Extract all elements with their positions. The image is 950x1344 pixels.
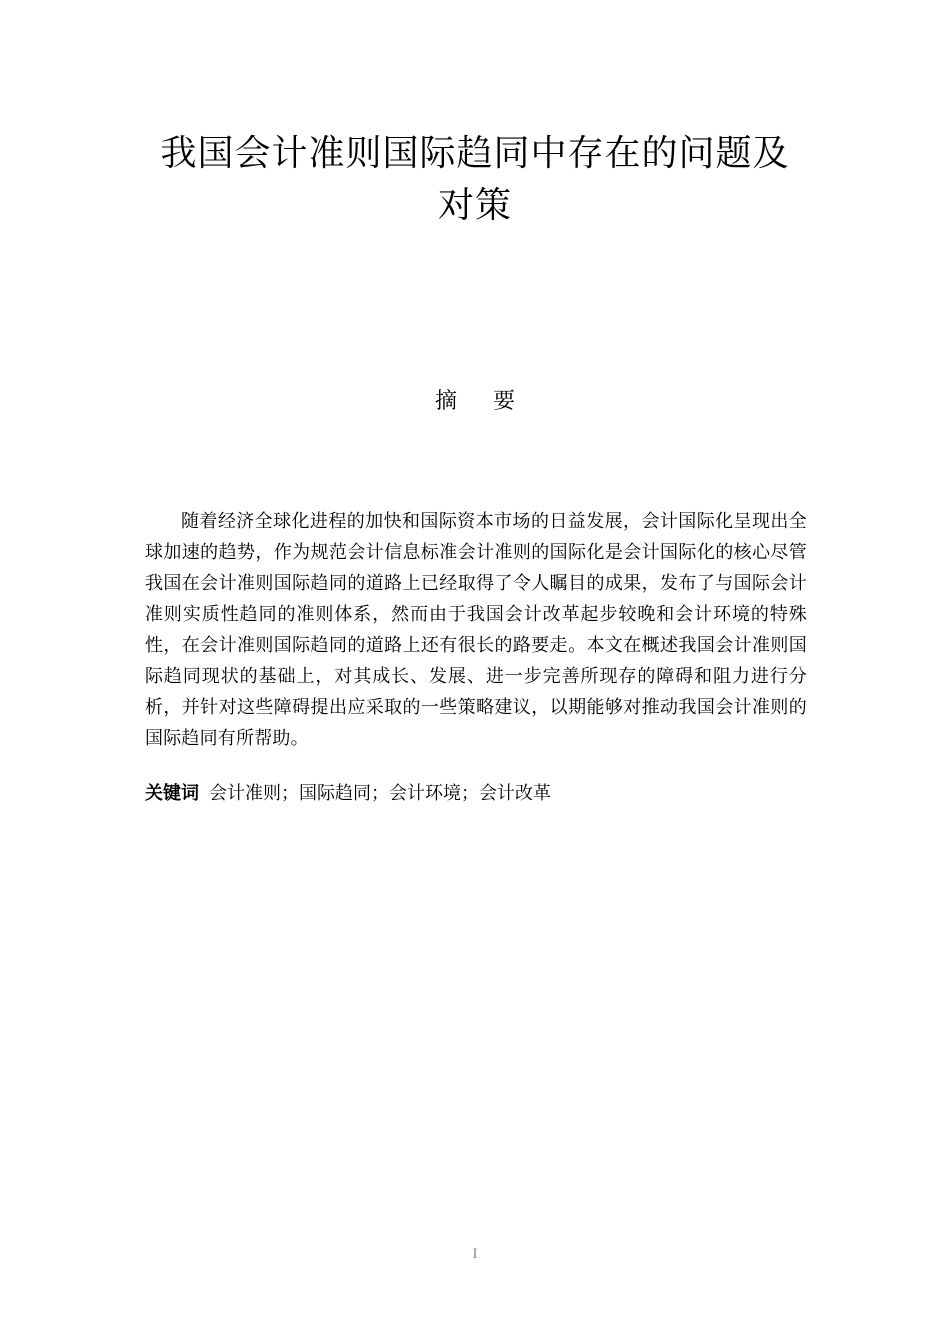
keywords-label: 关键词 [145,783,199,804]
page-number: I [472,1246,478,1262]
abstract-heading [0,386,950,418]
keywords-line [145,778,807,809]
paper-title-line-2: 对策 [437,185,512,226]
keywords-text: 会计准则；国际趋同；会计环境；会计改革 [209,783,551,804]
paper-title [120,128,830,232]
paper-title-line-1: 我国会计准则国际趋同中存在的问题及 [160,133,790,174]
abstract-heading-char-2: 要 [493,389,516,414]
abstract-body: 随着经济全球化进程的加快和国际资本市场的日益发展，会计国际化呈现出全球加速的趋势，作为规范会计信息标准会计准则的国际化是会计国际化的核心尽管我国在会计准则国际趋同的道路上已经取得了令人瞩目的成果，发布了与国际会计准则实质性趋同的准则体系，然而由于我国会计改革起步较晚和会计环境的特殊性，在会计准则国际趋同的道路上还有很长的路要走。本文在概述我国会计准则国际趋同现状的基础上，对其成长、发展、进一步完善所现存的障碍和阻力进行分析，并针对这些障碍提出应采取的一些策略建议，以期能够对推动我国会计准则的国际趋同有所帮助。 [145,511,807,749]
abstract-heading-char-1: 摘 [434,389,457,414]
